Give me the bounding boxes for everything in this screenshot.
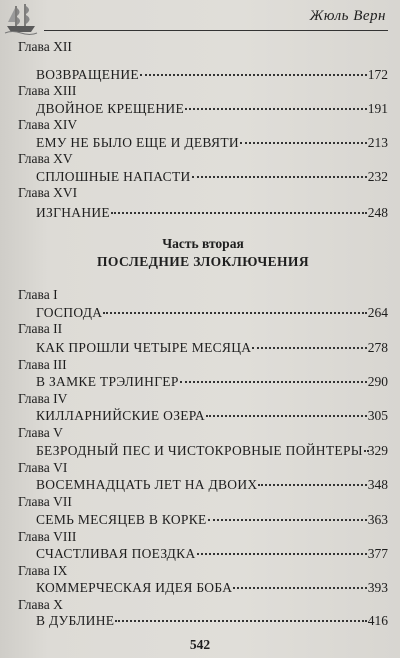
dot-leader (185, 98, 367, 110)
chapter-title: В ЗАМКЕ ТРЭЛИНГЕР (36, 374, 179, 389)
toc-entry (18, 204, 388, 222)
chapter-label: Глава XII (18, 39, 72, 54)
page-number: 248 (367, 205, 388, 220)
running-head: Жюль Верн (309, 8, 386, 24)
header-rule (44, 30, 388, 31)
chapter-label: Глава XIV (18, 117, 78, 132)
toc-entry (18, 442, 388, 460)
chapter-title: СПЛОШНЫЕ НАПАСТИ (36, 169, 191, 184)
chapter-label-row (18, 184, 388, 202)
chapter-label: Глава IX (18, 563, 68, 578)
chapter-label: Глава XIII (18, 83, 77, 98)
toc-entry (18, 407, 388, 425)
page-number: 232 (367, 169, 388, 184)
dot-leader (206, 405, 367, 417)
dot-leader (180, 371, 367, 383)
toc-entry (18, 511, 388, 529)
chapter-title: ГОСПОДА (36, 305, 103, 320)
chapter-label: Глава I (18, 287, 58, 302)
page-number: 290 (367, 374, 388, 389)
chapter-label: Глава II (18, 321, 63, 336)
chapter-label: Глава VIII (18, 529, 77, 544)
chapter-title: КИЛЛАРНИЙСКИЕ ОЗЕРА (36, 408, 205, 423)
chapter-label: Глава VI (18, 460, 68, 475)
page-number: 191 (367, 101, 388, 116)
chapter-label: Глава X (18, 597, 63, 612)
dot-leader (111, 202, 367, 214)
chapter-title: В ДУБЛИНЕ (36, 613, 115, 628)
page-number: 348 (367, 477, 388, 492)
chapter-title: ВОСЕМНАДЦАТЬ ЛЕТ НА ДВОИХ (36, 477, 258, 492)
dot-leader (192, 166, 367, 178)
dot-leader (208, 509, 367, 521)
toc-entry (18, 339, 388, 357)
toc-entry (18, 579, 388, 597)
page-number: 213 (367, 135, 388, 150)
chapter-label: Глава III (18, 357, 67, 372)
dot-leader (103, 302, 366, 314)
page-number: 305 (367, 408, 388, 423)
chapter-label-row (18, 38, 388, 56)
chapter-title: ВОЗВРАЩЕНИЕ (36, 67, 139, 82)
page-folio: 542 (189, 637, 211, 652)
dot-leader (140, 64, 367, 76)
toc-entry (18, 545, 388, 563)
part-title: ПОСЛЕДНИЕ ЗЛОКЛЮЧЕНИЯ (96, 254, 309, 269)
dot-leader (240, 132, 367, 144)
chapter-title: КОММЕРЧЕСКАЯ ИДЕЯ БОБА (36, 580, 233, 595)
chapter-title: СЧАСТЛИВАЯ ПОЕЗДКА (36, 546, 196, 561)
chapter-title: ИЗГНАНИЕ (36, 205, 110, 220)
page-number: 264 (367, 305, 388, 320)
chapter-title: СЕМЬ МЕСЯЦЕВ В КОРКЕ (36, 512, 207, 527)
chapter-label: Глава IV (18, 391, 68, 406)
dot-leader (233, 577, 366, 589)
page-number: 363 (367, 512, 388, 527)
chapter-label-row (18, 320, 388, 338)
dot-leader (252, 337, 366, 349)
dot-leader (364, 440, 367, 452)
page-number: 393 (367, 580, 388, 595)
part-subtitle: Часть вторая (162, 236, 244, 251)
page-number: 416 (367, 613, 388, 628)
page-number: 329 (367, 443, 388, 458)
page-number: 377 (367, 546, 388, 561)
chapter-label-row (18, 424, 388, 442)
chapter-label: Глава XVI (18, 185, 78, 200)
dot-leader (258, 474, 366, 486)
chapter-title: КАК ПРОШЛИ ЧЕТЫРЕ МЕСЯЦА (36, 340, 252, 355)
chapter-label: Глава XV (18, 151, 73, 166)
sailing-ship-icon (4, 2, 38, 36)
dot-leader (197, 543, 367, 555)
dot-leader (115, 610, 366, 622)
chapter-title: БЕЗРОДНЫЙ ПЕС И ЧИСТОКРОВНЫЕ ПОЙНТЕРЫ (36, 443, 363, 458)
chapter-label: Глава VII (18, 494, 72, 509)
toc-entry (18, 373, 388, 391)
chapter-title: ДВОЙНОЕ КРЕЩЕНИЕ (36, 101, 184, 116)
chapter-title: ЕМУ НЕ БЫЛО ЕЩЕ И ДЕВЯТИ (36, 135, 239, 150)
page-number: 172 (367, 67, 388, 82)
toc-entry (18, 476, 388, 494)
chapter-label: Глава V (18, 425, 63, 440)
toc-entry (18, 612, 388, 630)
page-number: 278 (367, 340, 388, 355)
